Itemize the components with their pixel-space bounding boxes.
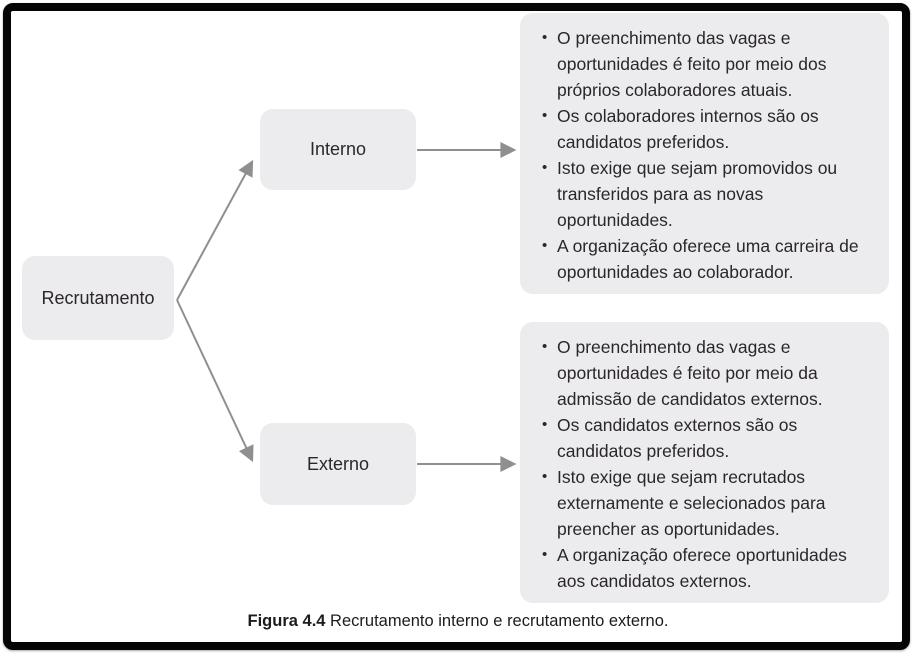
detail-box-externo (520, 322, 889, 603)
figure-caption-number: Figura 4.4 (247, 612, 326, 630)
node-interno (260, 109, 416, 190)
bullet-marker: • (542, 237, 548, 254)
bullet-item (542, 103, 877, 155)
bullet-text: Os colaboradores internos são os candidatos preferidos. (557, 106, 819, 152)
bullet-text: O preenchimento das vagas e oportunidades é feito por meio da admissão de candidatos externos. (557, 337, 823, 409)
connector-root-to-interno (177, 162, 252, 300)
connector-root-to-externo (177, 300, 252, 460)
bullet-item (542, 25, 877, 103)
bullet-text: A organização oferece uma carreira de oportunidades ao colaborador. (557, 236, 859, 282)
bullet-item (542, 155, 877, 233)
interno-bullet-list (542, 25, 877, 285)
bullet-item (542, 542, 877, 594)
bullet-marker: • (542, 107, 548, 124)
bullet-text: Os candidatos externos são os candidatos preferidos. (557, 415, 798, 461)
bullet-item (542, 412, 877, 464)
bullet-text: Isto exige que sejam promovidos ou transferidos para as novas oportunidades. (557, 158, 838, 230)
bullet-marker: • (542, 338, 548, 355)
detail-box-interno (520, 13, 889, 294)
node-recrutamento (22, 256, 174, 340)
node-externo-label: Externo (306, 453, 370, 474)
bullet-item (542, 233, 877, 285)
bullet-text: Isto exige que sejam recrutados externamente e selecionados para preencher as oportunidades. (557, 467, 826, 539)
bullet-marker: • (542, 159, 548, 176)
node-recrutamento-label: Recrutamento (41, 287, 155, 308)
node-externo (260, 423, 416, 505)
externo-bullet-list (542, 334, 877, 594)
bullet-marker: • (542, 416, 548, 433)
bullet-item (542, 464, 877, 542)
bullet-marker: • (542, 468, 548, 485)
bullet-marker: • (542, 29, 548, 46)
bullet-text: A organização oferece oportunidades aos candidatos externos. (557, 545, 847, 591)
bullet-marker: • (542, 546, 548, 563)
bullet-text: O preenchimento das vagas e oportunidades é feito por meio dos próprios colaboradores atuais. (557, 28, 827, 100)
figure-caption-text: Recrutamento interno e recrutamento externo. (325, 612, 669, 630)
node-interno-label: Interno (309, 139, 367, 159)
figure-caption (0, 612, 916, 631)
bullet-item (542, 334, 877, 412)
